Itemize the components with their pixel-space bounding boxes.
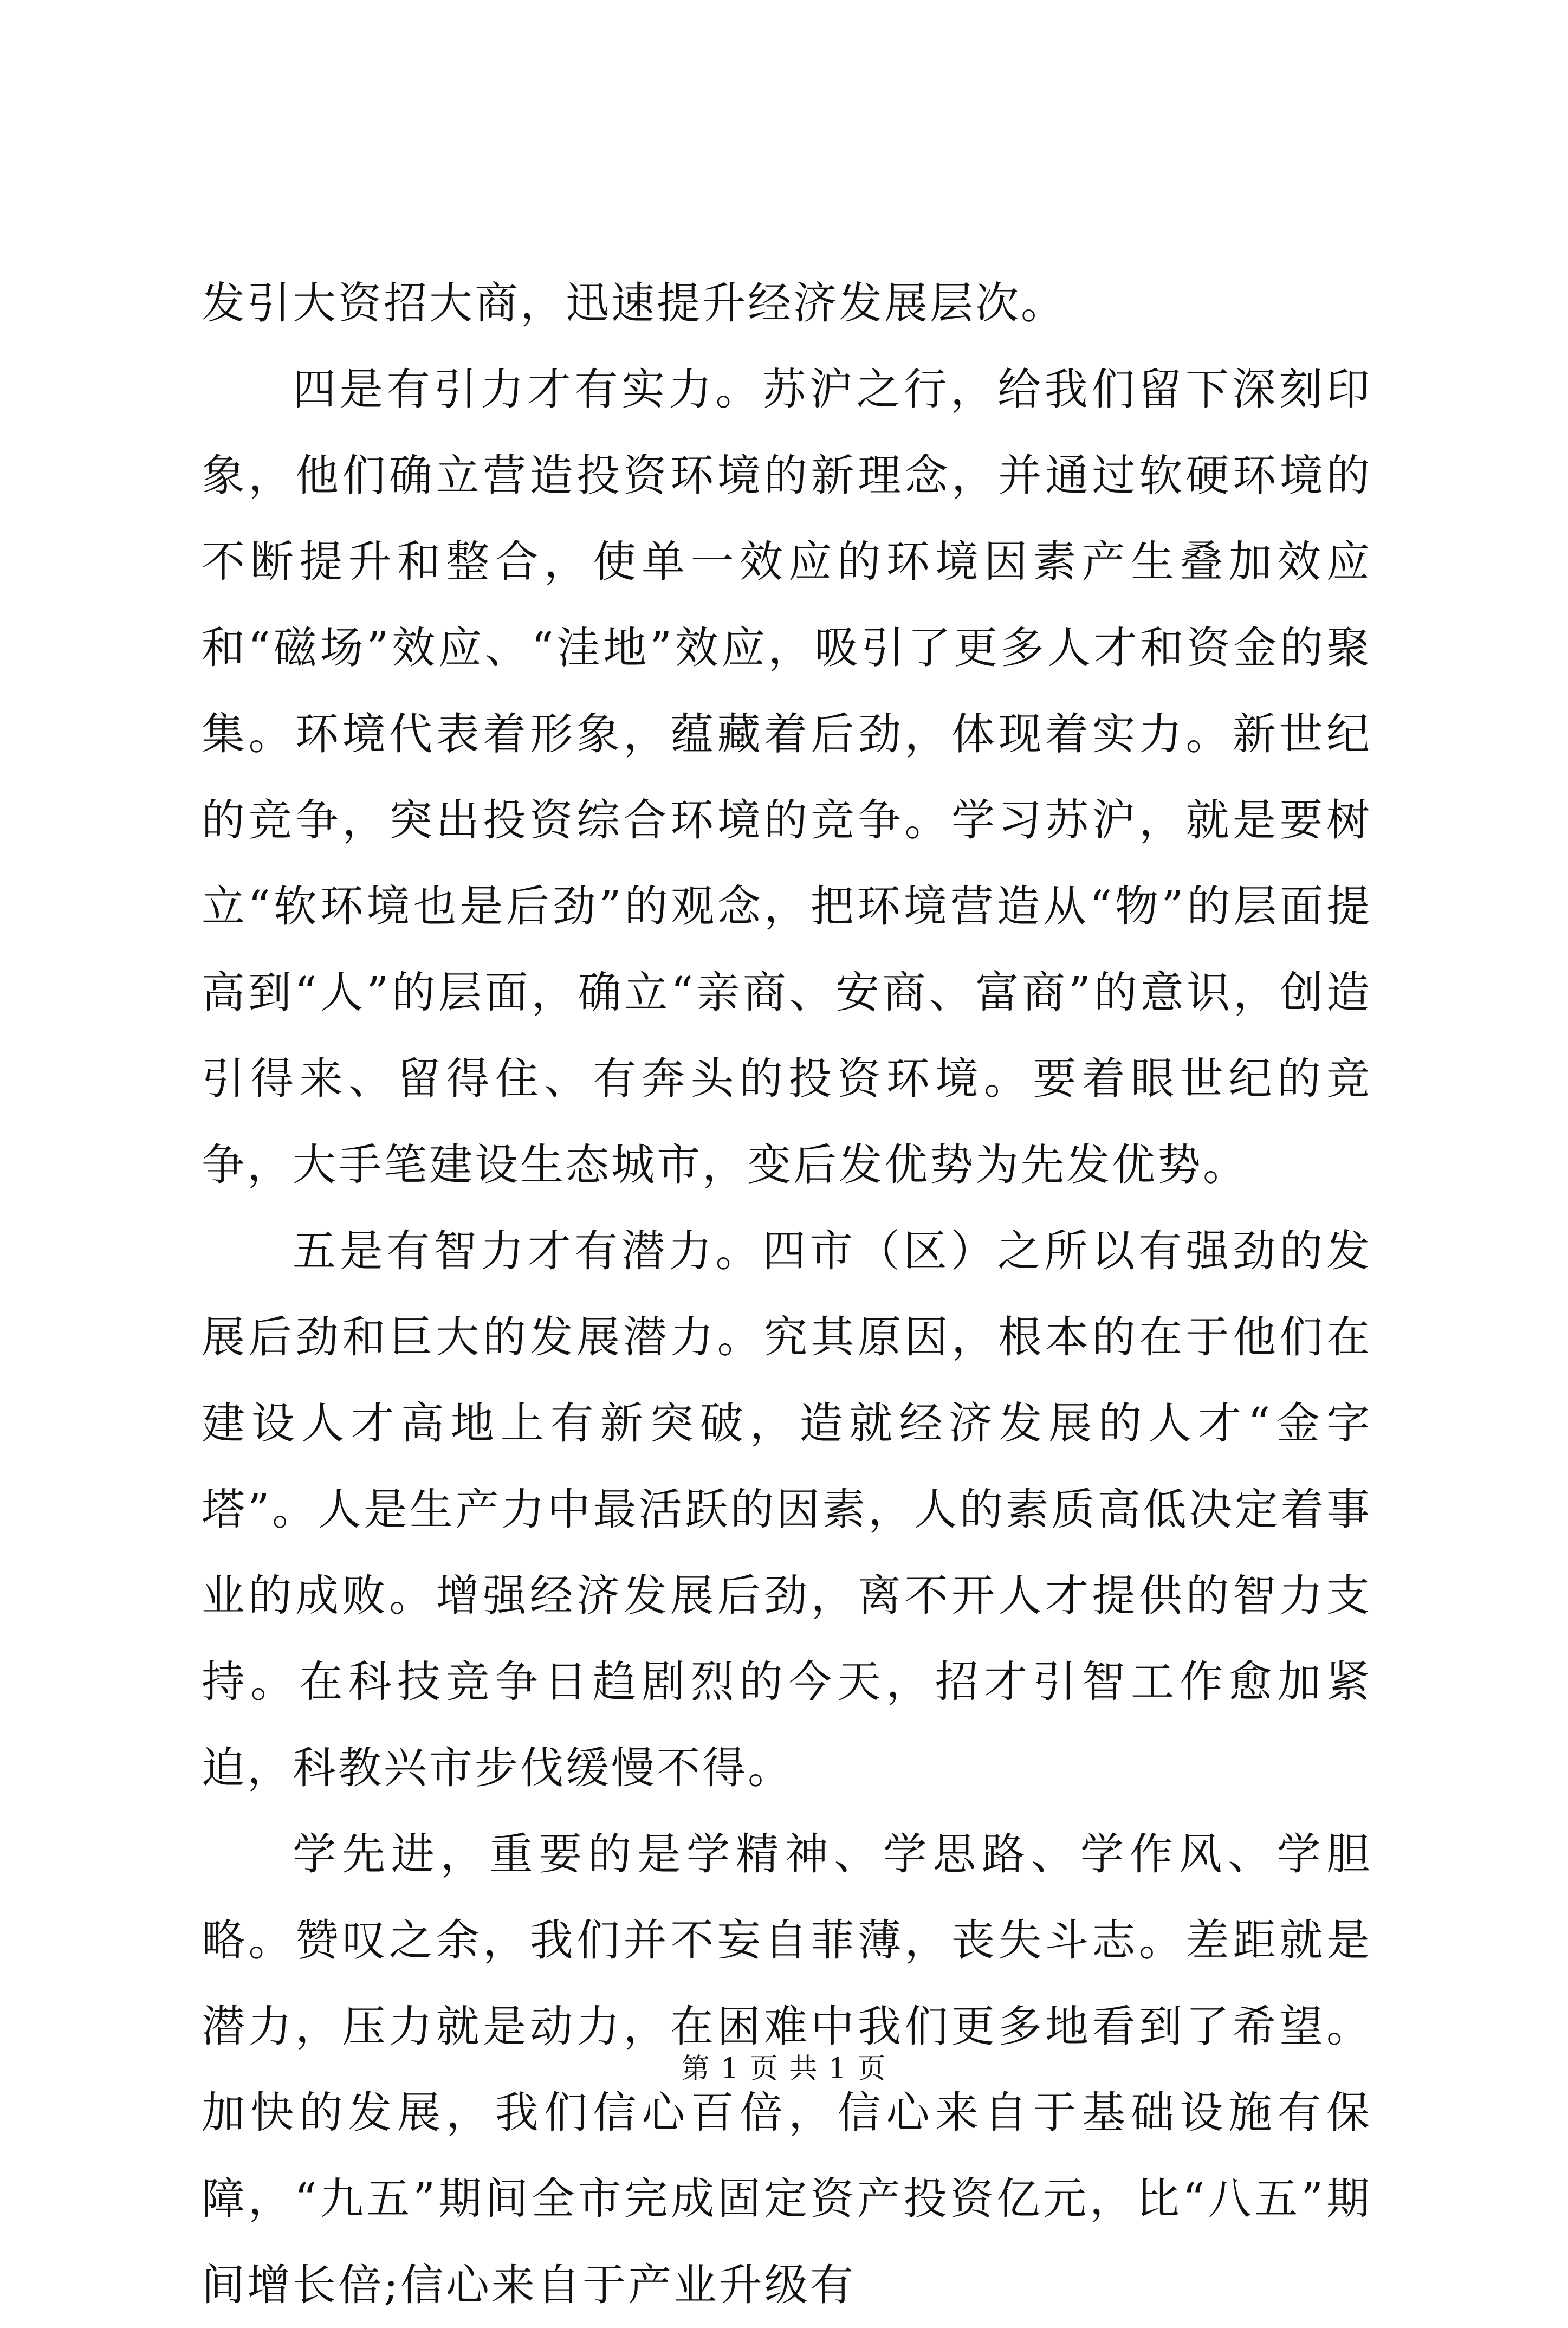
paragraph-3: 五是有智力才有潜力。四市（区）之所以有强劲的发展后劲和巨大的发展潜力。究其原因，根本的在于他们在建设人才高地上有新突破，造就经济发展的人才“金字塔”。人是生产力中最活跃的因素，人的素质高低决定着事业的成败。增强经济发展后劲，离不开人才提供的智力支持。在科技竞争日趋剧烈的今天，招才引智工作愈加紧迫，科教兴市步伐缓慢不得。: [202, 1226, 1372, 1793]
body-text: [202, 260, 1372, 2328]
paragraph-2: 四是有引力才有实力。苏沪之行，给我们留下深刻印象，他们确立营造投资环境的新理念，并通过软硬环境的不断提升和整合，使单一效应的环境因素产生叠加效应和“磁场”效应、“洼地”效应，吸引了更多人才和资金的聚集。环境代表着形象，蕴藏着后劲，体现着实力。新世纪的竞争，突出投资综合环境的竞争。学习苏沪，就是要树立“软环境也是后劲”的观念，把环境营造从“物”的层面提高到“人”的层面，确立“亲商、安商、富商”的意识，创造引得来、留得住、有奔头的投资环境。要着眼世纪的竞争，大手笔建设生态城市，变后发优势为先发优势。: [202, 364, 1372, 1190]
paragraph-1: 发引大资招大商，迅速提升经济发展层次。: [202, 278, 1066, 328]
page-footer: 第 1 页 共 1 页: [681, 2053, 887, 2085]
paragraph-4: 学先进，重要的是学精神、学思路、学作风、学胆略。赞叹之余，我们并不妄自菲薄，丧失斗志。差距就是潜力，压力就是动力，在困难中我们更多地看到了希望。加快的发展，我们信心百倍，信心来自于基础设施有保障，“九五”期间全市完成固定资产投资亿元，比“八五”期间增长倍;信心来自于产业升级有: [202, 1829, 1372, 2310]
